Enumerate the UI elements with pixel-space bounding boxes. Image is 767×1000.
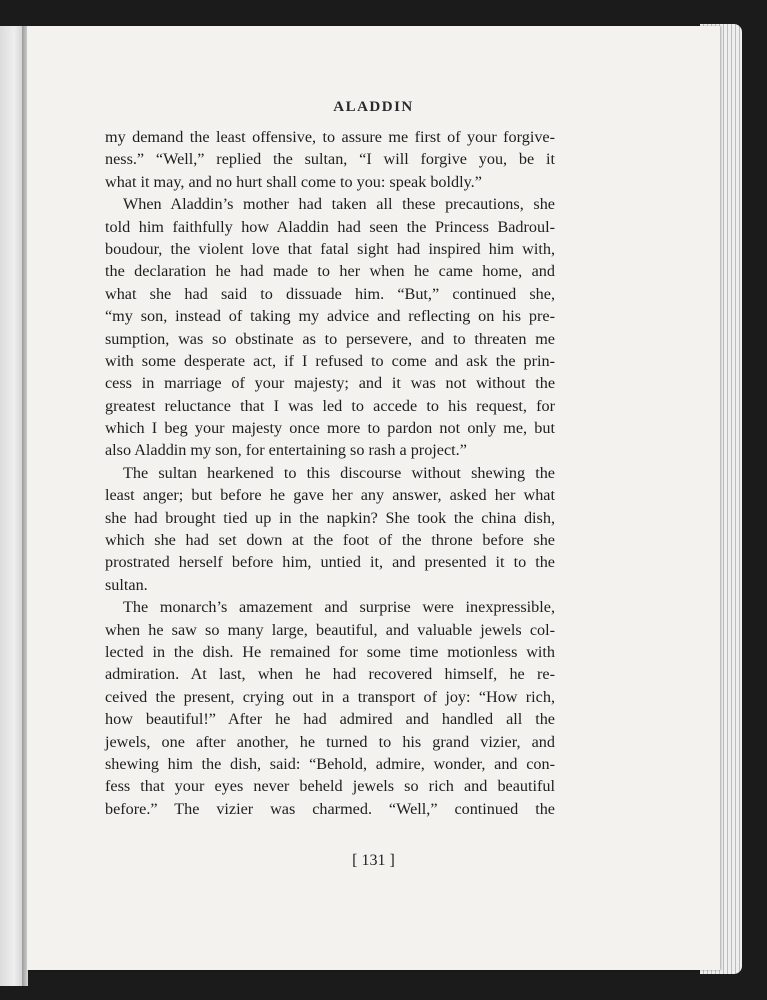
text-line: prostrated herself before him, untied it, and presented it to the	[105, 553, 555, 572]
facing-page-edge	[0, 26, 24, 986]
text-line: least anger; but before he gave her any answer, asked her what	[105, 486, 555, 505]
text-line: how beautiful!” After he had admired and handled all the	[105, 710, 555, 729]
text-line: told him faithfully how Aladdin had seen the Princess Badroul-	[105, 217, 555, 236]
text-line: cess in marriage of your majesty; and it was not without the	[105, 374, 555, 393]
body-text	[105, 126, 555, 820]
text-line: admiration. At last, when he had recovered himself, he re-	[105, 665, 555, 684]
book-page	[27, 26, 720, 970]
text-line: sultan.	[105, 575, 148, 594]
text-line: The sultan hearkened to this discourse without shewing the	[123, 463, 555, 482]
running-head: ALADDIN	[333, 99, 414, 115]
text-line: boudour, the violent love that fatal sight had inspired him with,	[105, 239, 555, 258]
text-line: ness.” “Well,” replied the sultan, “I will forgive you, be it	[105, 150, 555, 169]
text-line: which I beg your majesty once more to pardon not only me, but	[105, 419, 555, 438]
text-line: greatest reluctance that I was led to accede to his request, for	[105, 396, 555, 415]
text-line: lected in the dish. He remained for some time motionless with	[105, 642, 555, 661]
text-line: also Aladdin my son, for entertaining so rash a project.”	[105, 441, 467, 460]
text-line: “my son, instead of taking my advice and reflecting on his pre-	[105, 307, 555, 326]
text-line: jewels, one after another, he turned to his grand vizier, and	[105, 732, 555, 751]
text-line: when he saw so many large, beautiful, and valuable jewels col-	[105, 620, 555, 639]
text-line: sumption, was so obstinate as to persevere, and to threaten me	[105, 329, 555, 348]
page-number: [ 131 ]	[352, 852, 395, 869]
text-line: before.” The vizier was charmed. “Well,” continued the	[105, 799, 555, 818]
text-line: the declaration he had made to her when he came home, and	[105, 262, 555, 281]
text-line: my demand the least offensive, to assure me first of your forgive-	[105, 128, 555, 146]
text-line: what she had said to dissuade him. “But,” continued she,	[105, 284, 555, 303]
text-line: which she had set down at the foot of the throne before she	[105, 531, 555, 550]
text-line: The monarch’s amazement and surprise were inexpressible,	[123, 598, 555, 617]
text-line: fess that your eyes never beheld jewels so rich and beautiful	[105, 777, 555, 796]
text-line: with some desperate act, if I refused to come and ask the prin-	[105, 351, 555, 370]
text-line: shewing him the dish, said: “Behold, admire, wonder, and con-	[105, 754, 555, 773]
text-line: When Aladdin’s mother had taken all these precautions, she	[123, 195, 555, 214]
text-line: what it may, and no hurt shall come to you: speak boldly.”	[105, 172, 482, 191]
text-line: she had brought tied up in the napkin? She took the china dish,	[105, 508, 555, 527]
text-line: ceived the present, crying out in a transport of joy: “How rich,	[105, 687, 555, 706]
